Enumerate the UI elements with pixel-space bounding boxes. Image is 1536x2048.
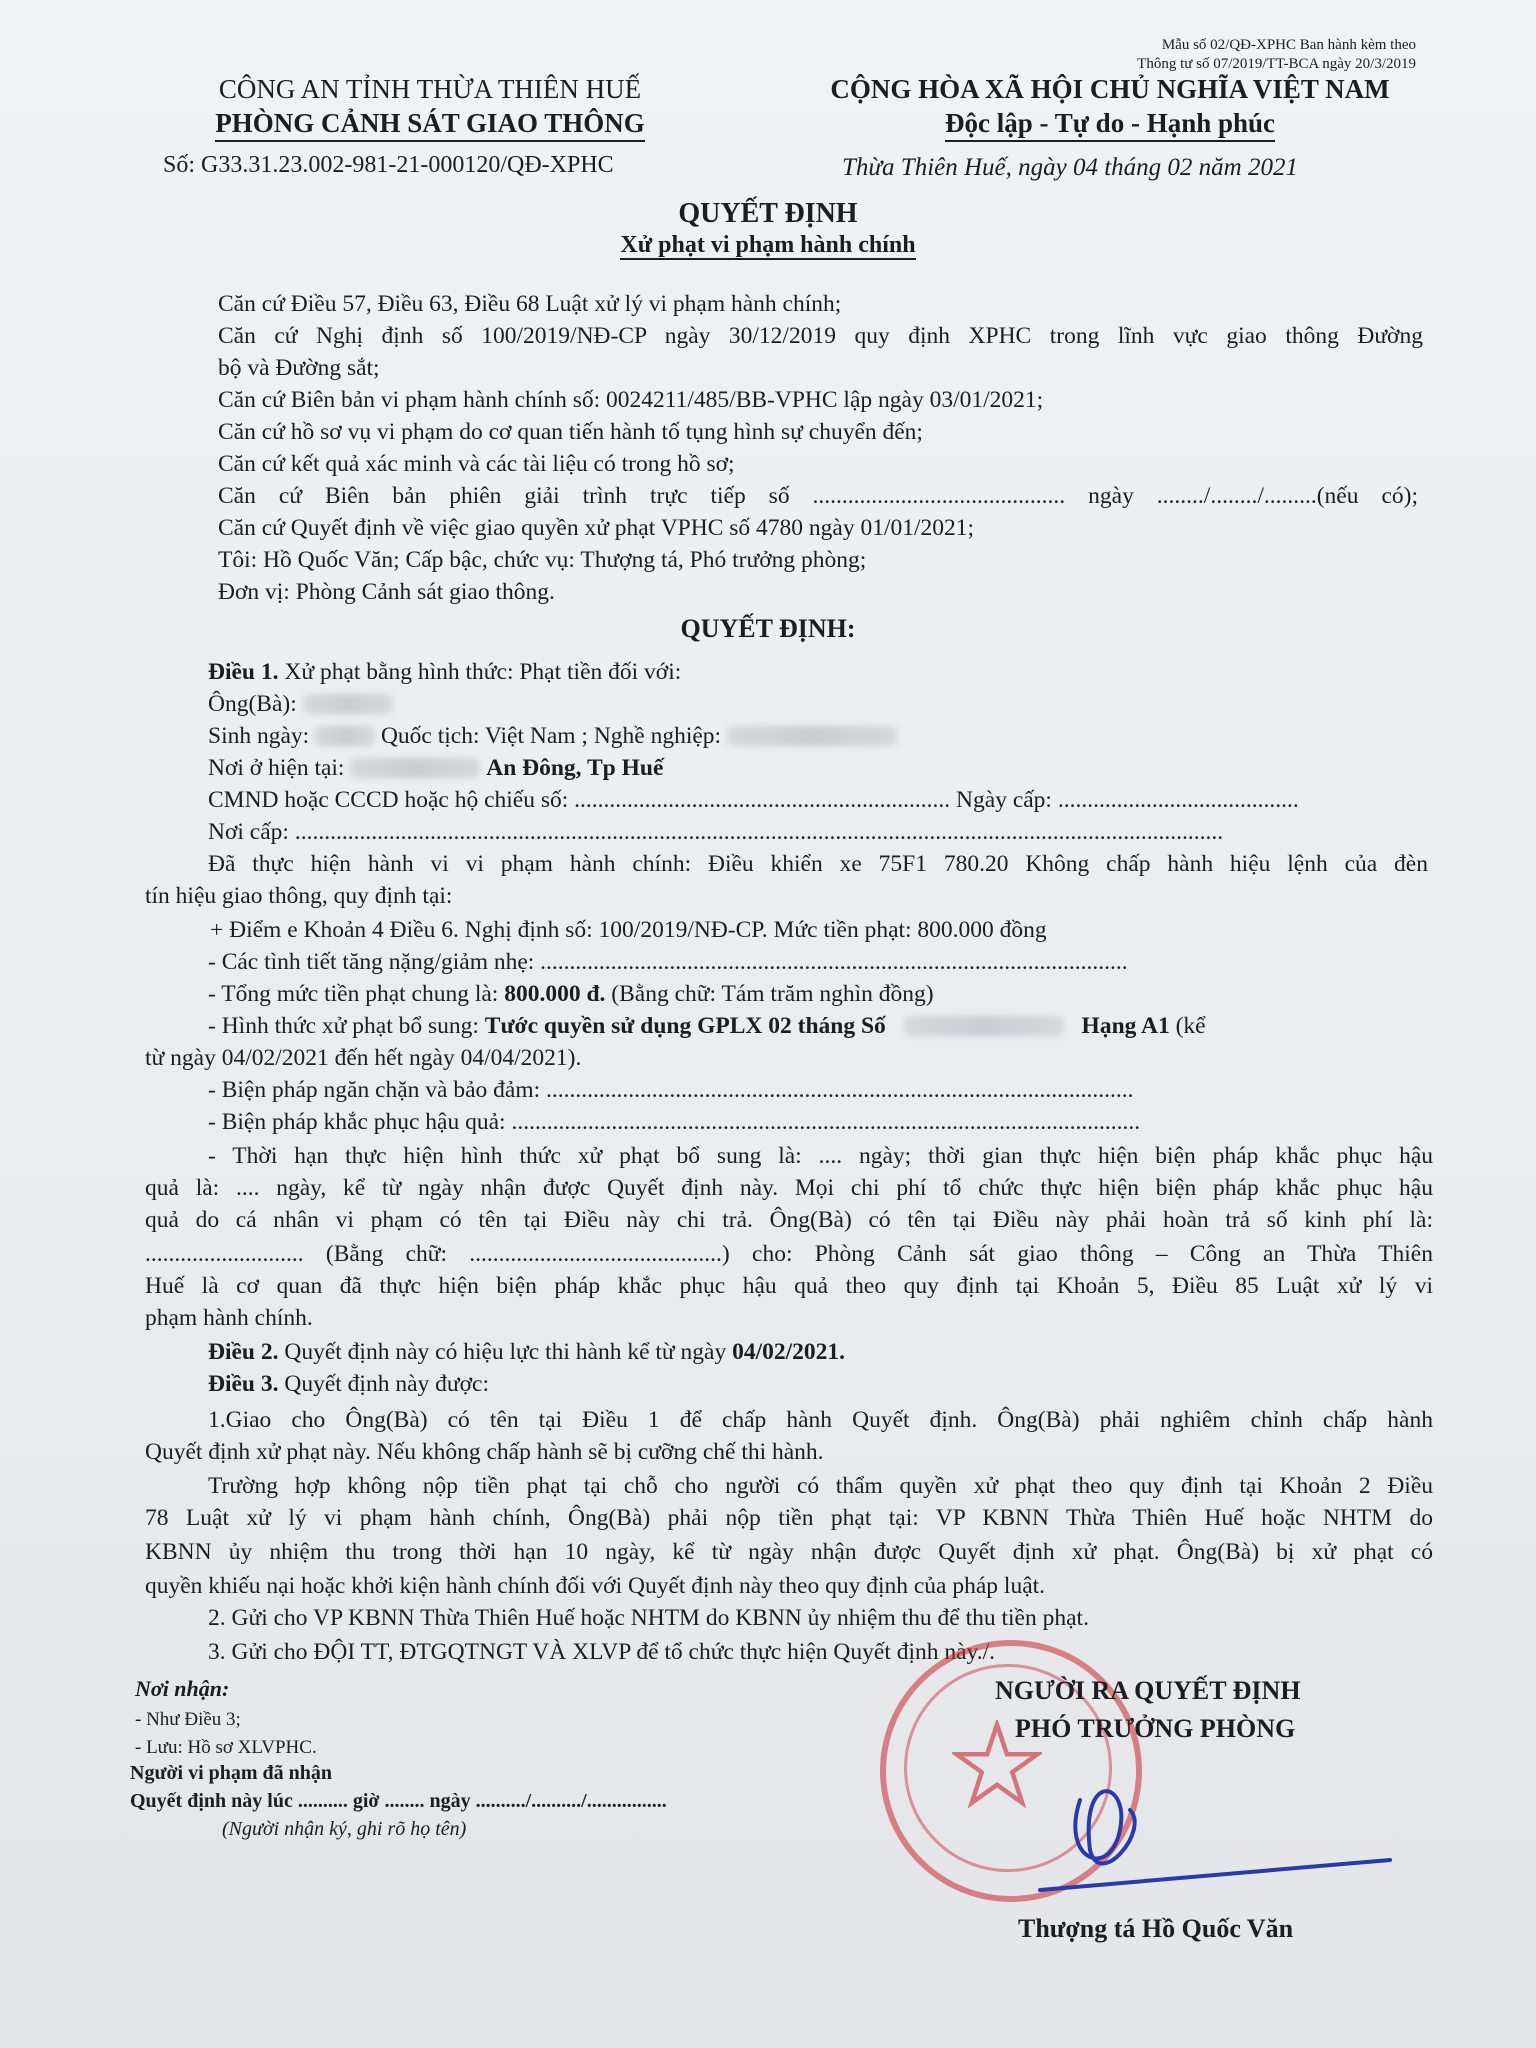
legal-basis: Đơn vị: Phòng Cảnh sát giao thông.: [218, 579, 555, 605]
violation-description: Đã thực hiện hành vi vi phạm hành chính: Điều khiển xe 75F1 780.20 Không chấp hành hiệu lệnh của đèn: [208, 851, 1428, 877]
article-text: Quyết định này có hiệu lực thi hành kể từ ngày: [284, 1339, 727, 1365]
term-text: phạm hành chính.: [145, 1305, 313, 1331]
country-name: CỘNG HÒA XÃ HỘI CHỦ NGHĨA VIỆT NAM: [830, 74, 1390, 104]
issued-line: Nơi cấp: ..............................................................................................................................................................: [208, 819, 1224, 845]
article-text: Xử phạt bằng hình thức: Phạt tiền đối với:: [284, 659, 682, 685]
field-label: Ông(Bà):: [208, 691, 297, 717]
motto: Độc lập - Tự do - Hạnh phúc: [945, 106, 1275, 142]
article-1-heading: [208, 656, 681, 688]
signer-role: NGƯỜI RA QUYẾT ĐỊNH: [995, 1676, 1301, 1705]
legal-basis: Căn cứ kết quả xác minh và các tài liệu có trong hồ sơ;: [218, 451, 735, 477]
document-subtitle: [0, 232, 1536, 259]
receipt-line: Người vi phạm đã nhận: [130, 1762, 333, 1784]
article-text: Quyết định này được:: [284, 1371, 490, 1397]
article-3-item: Trường hợp không nộp tiền phạt tại chỗ cho người có thẩm quyền xử phạt theo quy định tại Khoản 2 Điều: [208, 1473, 1433, 1499]
remedy-line: - Biện pháp khắc phục hậu quả: ...........................................................................................................: [208, 1109, 1141, 1135]
form-note-line: Mẫu số 02/QĐ-XPHC Ban hành kèm theo: [1161, 37, 1416, 53]
field-label: Sinh ngày:: [208, 723, 310, 749]
signer-name: Thượng tá Hồ Quốc Văn: [1018, 1914, 1294, 1943]
subtitle-text: Xử phạt vi phạm hành chính: [620, 232, 916, 258]
violation-clause: + Điểm e Khoản 4 Điều 6. Nghị định số: 100/2019/NĐ-CP. Mức tiền phạt: 800.000 đồng: [210, 917, 1047, 943]
redacted-birthdate: [315, 726, 375, 746]
article-3-item: 1.Giao cho Ông(Bà) có tên tại Điều 1 để chấp hành Quyết định. Ông(Bà) phải nghiêm chỉnh chấp hành: [208, 1407, 1433, 1433]
field-label: - Tổng mức tiền phạt chung là:: [208, 981, 499, 1007]
department-name: PHÒNG CẢNH SÁT GIAO THÔNG: [215, 106, 645, 142]
field-value: An Đông, Tp Huế: [486, 755, 664, 781]
total-fine-words: (Bằng chữ: Tám trăm nghìn đồng): [611, 981, 934, 1007]
signer-title: PHÓ TRƯỞNG PHÒNG: [1015, 1714, 1296, 1743]
article-3: [208, 1368, 489, 1400]
redacted-address: [350, 758, 480, 778]
article-2: [208, 1336, 845, 1368]
penalty-period: từ ngày 04/02/2021 đến hết ngày 04/04/2021).: [145, 1045, 582, 1071]
field-value: Quốc tịch: Việt Nam ; Nghề nghiệp:: [380, 723, 722, 749]
legal-basis: Tôi: Hồ Quốc Văn; Cấp bậc, chức vụ: Thượng tá, Phó trưởng phòng;: [218, 547, 867, 573]
article-3-item: 2. Gửi cho VP KBNN Thừa Thiên Huế hoặc NHTM do KBNN ủy nhiệm thu để thu tiền phạt.: [208, 1605, 1089, 1631]
legal-basis: Căn cứ Quyết định về việc giao quyền xử phạt VPHC số 4780 ngày 01/01/2021;: [218, 515, 975, 541]
term-text: quả là: .... ngày, kể từ ngày nhận được Quyết định này. Mọi chi phí tổ chức thực hiện biện pháp khắc phục hậu: [145, 1175, 1433, 1201]
legal-basis: Căn cứ Biên bản phiên giải trình trực tiếp số ........................................... ngày ......../......../.........(nếu có);: [218, 483, 1418, 509]
issuing-agency: [150, 72, 710, 142]
term-text: - Thời hạn thực hiện hình thức xử phạt bổ sung là: .... ngày; thời gian thực hiện biện pháp khắc phục hậu: [208, 1143, 1433, 1169]
legal-basis: Căn cứ Điều 57, Điều 63, Điều 68 Luật xử lý vi phạm hành chính;: [218, 291, 842, 317]
article-3-item: 3. Gửi cho ĐỘI TT, ĐTGQTNGT VÀ XLVP để tổ chức thực hiện Quyết định này./.: [208, 1639, 996, 1665]
term-text: ........................... (Bằng chữ: ...........................................) cho: Phòng Cảnh sát giao thông – Công an Thừa Thiên: [145, 1241, 1433, 1267]
recipient-item: - Lưu: Hồ sơ XLVPHC.: [135, 1737, 317, 1758]
article-3-item: KBNN ủy nhiệm thu trong thời hạn 10 ngày, kể từ ngày nhận được Quyết định xử phạt. Ông(Bà) bị xử phạt có: [145, 1539, 1433, 1565]
signature-icon: [1020, 1740, 1400, 1900]
redacted-license-number: [904, 1016, 1064, 1036]
violator-birth-line: [208, 720, 897, 752]
additional-penalty: Tước quyền sử dụng GPLX 02 tháng Số: [484, 1013, 886, 1039]
receipt-note: (Người nhận ký, ghi rõ họ tên): [222, 1818, 467, 1840]
form-number-note: [1137, 36, 1416, 74]
field-label: - Hình thức xử phạt bổ sung:: [208, 1013, 479, 1039]
article-3-item: 78 Luật xử lý vi phạm hành chính, Ông(Bà) phải nộp tiền phạt tại: VP KBNN Thừa Thiên Huế hoặc NHTM do: [145, 1505, 1433, 1531]
agency-name: CÔNG AN TỈNH THỪA THIÊN HUẾ: [218, 74, 642, 104]
form-note-line: Thông tư số 07/2019/TT-BCA ngày 20/3/2019: [1137, 56, 1416, 72]
term-text: quả do cá nhân vi phạm có tên tại Điều này chi trả. Ông(Bà) có tên tại Điều này phải hoàn trả số kinh phí là:: [145, 1207, 1433, 1233]
article-3-item: quyền khiếu nại hoặc khởi kiện hành chính đối với Quyết định này theo quy định của pháp luật.: [145, 1573, 1046, 1599]
legal-basis: Căn cứ Nghị định số 100/2019/NĐ-CP ngày 30/12/2019 quy định XPHC trong lĩnh vực giao thông Đường: [218, 323, 1423, 349]
id-line: CMND hoặc CCCD hoặc hộ chiếu số: ................................................................ Ngày cấp: .........................................: [208, 787, 1299, 813]
prevention-line: - Biện pháp ngăn chặn và bảo đảm: ....................................................................................................: [208, 1077, 1134, 1103]
national-motto: [800, 72, 1420, 142]
field-value: (kể: [1175, 1013, 1206, 1039]
redacted-occupation: [727, 726, 897, 746]
recipient-item: - Như Điều 3;: [135, 1709, 241, 1730]
term-text: Huế là cơ quan đã thực hiện biện pháp khắc phục hậu quả theo quy định tại Khoản 5, Điều 85 Luật xử lý vi: [145, 1273, 1433, 1299]
effective-date: 04/02/2021.: [732, 1339, 846, 1365]
license-class: Hạng A1: [1081, 1013, 1170, 1039]
recipients-label: Nơi nhận:: [135, 1676, 230, 1701]
legal-basis: bộ và Đường sắt;: [218, 355, 380, 381]
violator-name-line: [208, 688, 393, 720]
redacted-name: [303, 694, 393, 714]
article-label: Điều 1.: [208, 659, 279, 685]
decision-heading: QUYẾT ĐỊNH:: [680, 614, 856, 643]
article-3-item: Quyết định xử phạt này. Nếu không chấp hành sẽ bị cưỡng chế thi hành.: [145, 1439, 824, 1465]
additional-penalty-line: [208, 1010, 1433, 1042]
place-date: Thừa Thiên Huế, ngày 04 tháng 02 năm 2021: [842, 154, 1298, 181]
violator-address-line: [208, 752, 663, 784]
total-fine-line: [208, 978, 934, 1010]
legal-basis: Căn cứ hồ sơ vụ vi phạm do cơ quan tiến hành tố tụng hình sự chuyển đến;: [218, 419, 923, 445]
total-fine: 800.000 đ.: [504, 981, 606, 1007]
document-number: Số: G33.31.23.002-981-21-000120/QĐ-XPHC: [163, 152, 614, 178]
article-label: Điều 3.: [208, 1371, 279, 1397]
aggravating-line: - Các tình tiết tăng nặng/giảm nhẹ: ....................................................................................................: [208, 949, 1128, 975]
field-label: Nơi ở hiện tại:: [208, 755, 345, 781]
article-label: Điều 2.: [208, 1339, 279, 1365]
document-title: QUYẾT ĐỊNH: [678, 198, 858, 229]
legal-basis: Căn cứ Biên bản vi phạm hành chính số: 0024211/485/BB-VPHC lập ngày 03/01/2021;: [218, 387, 1044, 413]
violation-description: tín hiệu giao thông, quy định tại:: [145, 883, 453, 909]
receipt-line: Quyết định này lúc .......... giờ ........ ngày ........../........../................: [130, 1790, 667, 1812]
